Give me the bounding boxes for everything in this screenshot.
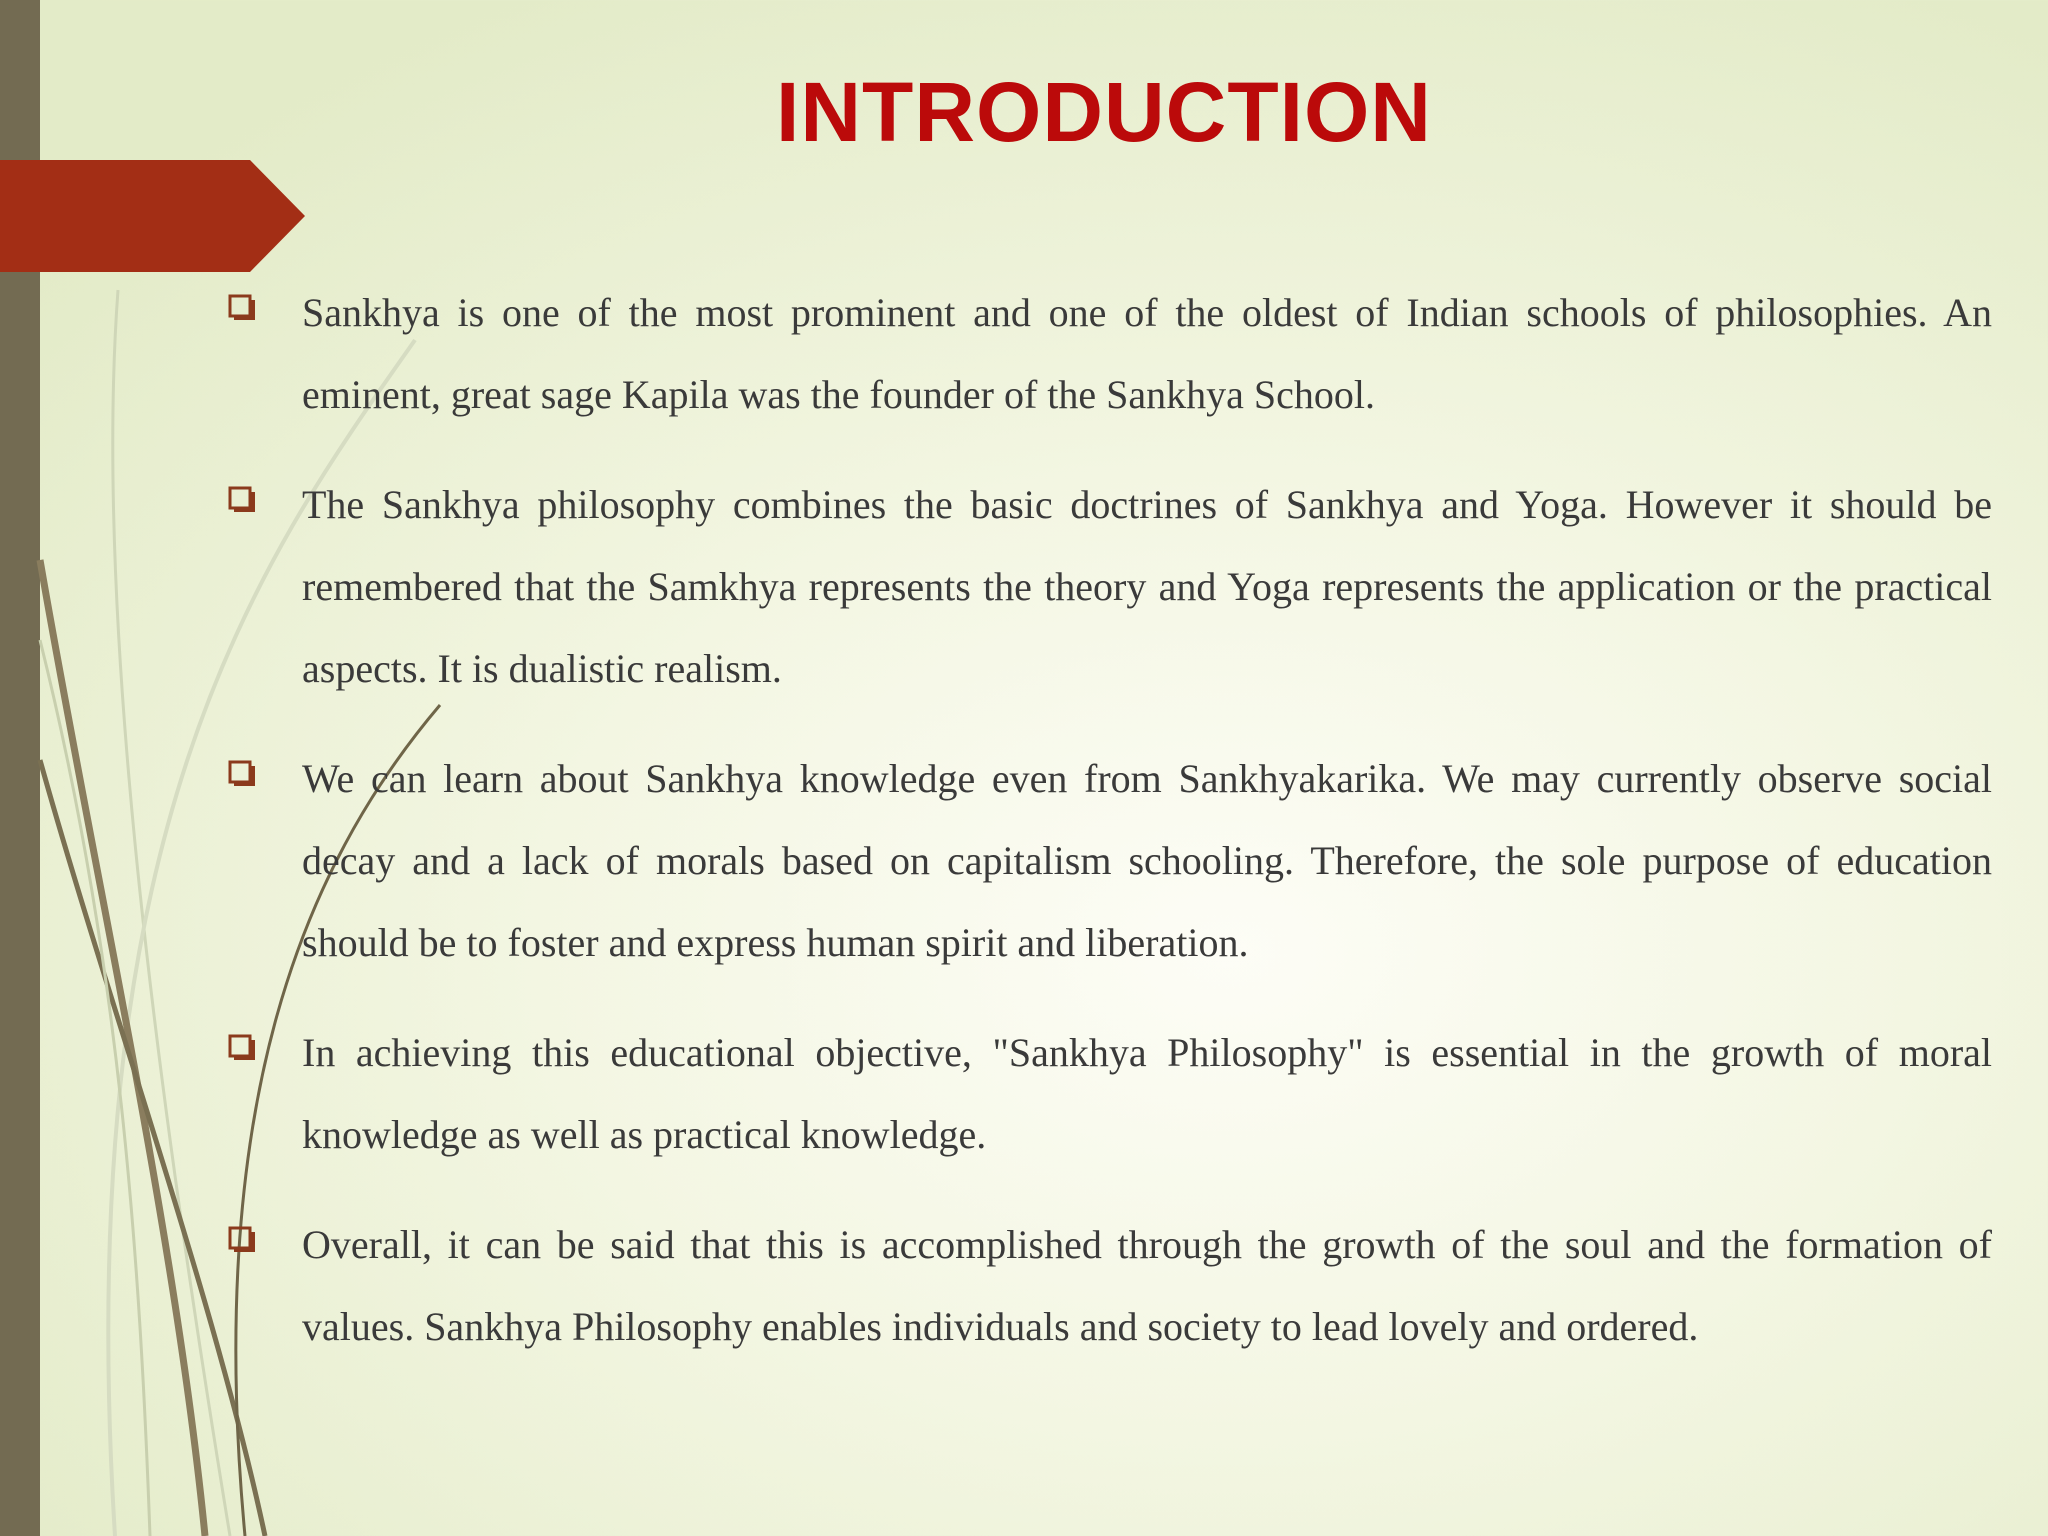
arrow-banner <box>0 160 305 272</box>
hollow-square-bullet-icon <box>228 760 256 788</box>
bullet-text: In achieving this educational objective, "Sankhya Philosophy" is essential in the growth of moral knowledge as well as practical knowledge. <box>302 1030 1992 1157</box>
bullet-text: Sankhya is one of the most prominent and one of the oldest of Indian schools of philosophies. An eminent, great sage Kapila was the founder of the Sankhya School. <box>302 290 1992 417</box>
bullet-text: The Sankhya philosophy combines the basic doctrines of Sankhya and Yoga. However it should be remembered that the Samkhya represents the theory and Yoga represents the application or the practical aspects. It is dualistic realism. <box>302 482 1992 691</box>
bullet-text: Overall, it can be said that this is accomplished through the growth of the soul and the formation of values. Sankhya Philosophy enables individuals and society to lead lovely and ordered. <box>302 1222 1992 1349</box>
hollow-square-bullet-icon <box>228 1034 256 1062</box>
bullet-item-3 <box>228 738 1992 984</box>
hollow-square-bullet-icon <box>228 294 256 322</box>
bullet-item-2 <box>228 464 1992 710</box>
bullet-item-5 <box>228 1204 1992 1368</box>
hollow-square-bullet-icon <box>228 1226 256 1254</box>
bullet-item-4 <box>228 1012 1992 1176</box>
hollow-square-bullet-icon <box>228 486 256 514</box>
slide-title: INTRODUCTION <box>776 65 1432 159</box>
bullet-text: We can learn about Sankhya knowledge even from Sankhyakarika. We may currently observe social decay and a lack of morals based on capitalism schooling. Therefore, the sole purpose of education should be to foster and express human spirit and liberation. <box>302 756 1992 965</box>
bullet-list <box>228 272 1992 1396</box>
bullet-item-1 <box>228 272 1992 436</box>
